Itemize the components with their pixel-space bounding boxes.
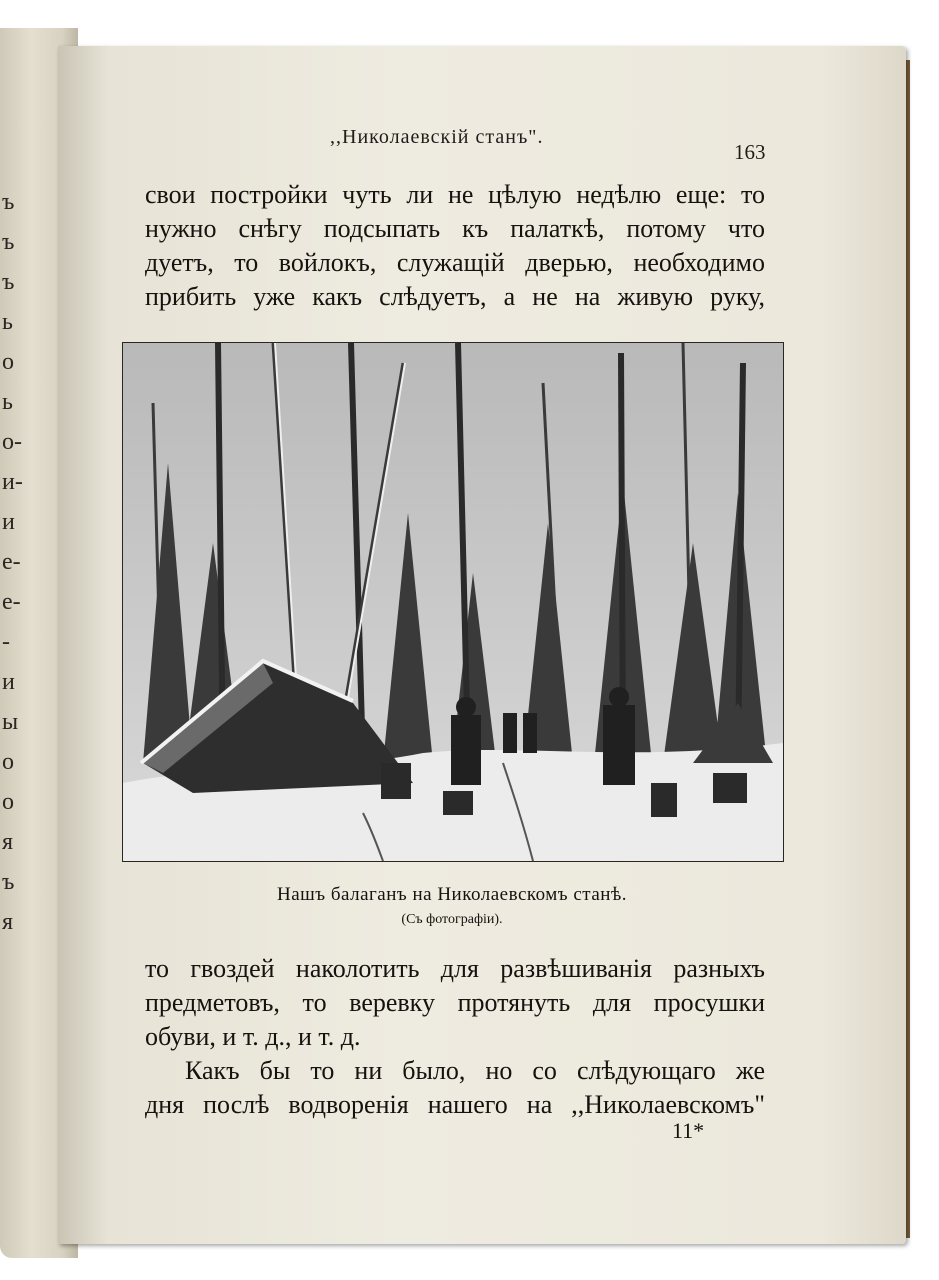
text-line: предметовъ, то веревку протянуть для просушки [145, 988, 765, 1017]
signature-mark: 11* [672, 1118, 705, 1143]
forest-camp-photo [123, 343, 783, 861]
photo-illustration [122, 342, 784, 862]
facing-page-text-fragments: ъ ъ ъ ь о ь о- и- и е- е- - и ы о о я ъ я [2, 189, 23, 935]
running-head: ,,Николаевскій станъ". [330, 126, 544, 148]
text-line: дня послѣ водворенія нашего на ,,Николаевскомъ" [145, 1090, 765, 1119]
page-number: 163 [734, 140, 766, 164]
figure-caption: Нашъ балаганъ на Николаевскомъ станѣ. [276, 884, 628, 905]
top-paragraph [145, 178, 765, 314]
text-line: то гвоздей наколотить для развѣшиванія разныхъ [145, 954, 765, 983]
text-line: дуетъ, то войлокъ, служащій дверью, необходимо [145, 248, 765, 277]
text-line: прибить уже какъ слѣдуетъ, а не на живую руку, [145, 282, 765, 311]
text-line: Какъ бы то ни было, но со слѣдующаго же [185, 1056, 765, 1085]
bottom-paragraph-1 [145, 952, 765, 1054]
text-line: свои постройки чуть ли не цѣлую недѣлю еще: то [145, 180, 765, 209]
text-line: нужно снѣгу подсыпать къ палаткѣ, потому что [145, 214, 765, 243]
bottom-paragraph-2 [145, 1054, 765, 1122]
text-line: обуви, и т. д., и т. д. [145, 1022, 361, 1051]
figure-subcaption: (Съ фотографіи). [401, 912, 503, 927]
